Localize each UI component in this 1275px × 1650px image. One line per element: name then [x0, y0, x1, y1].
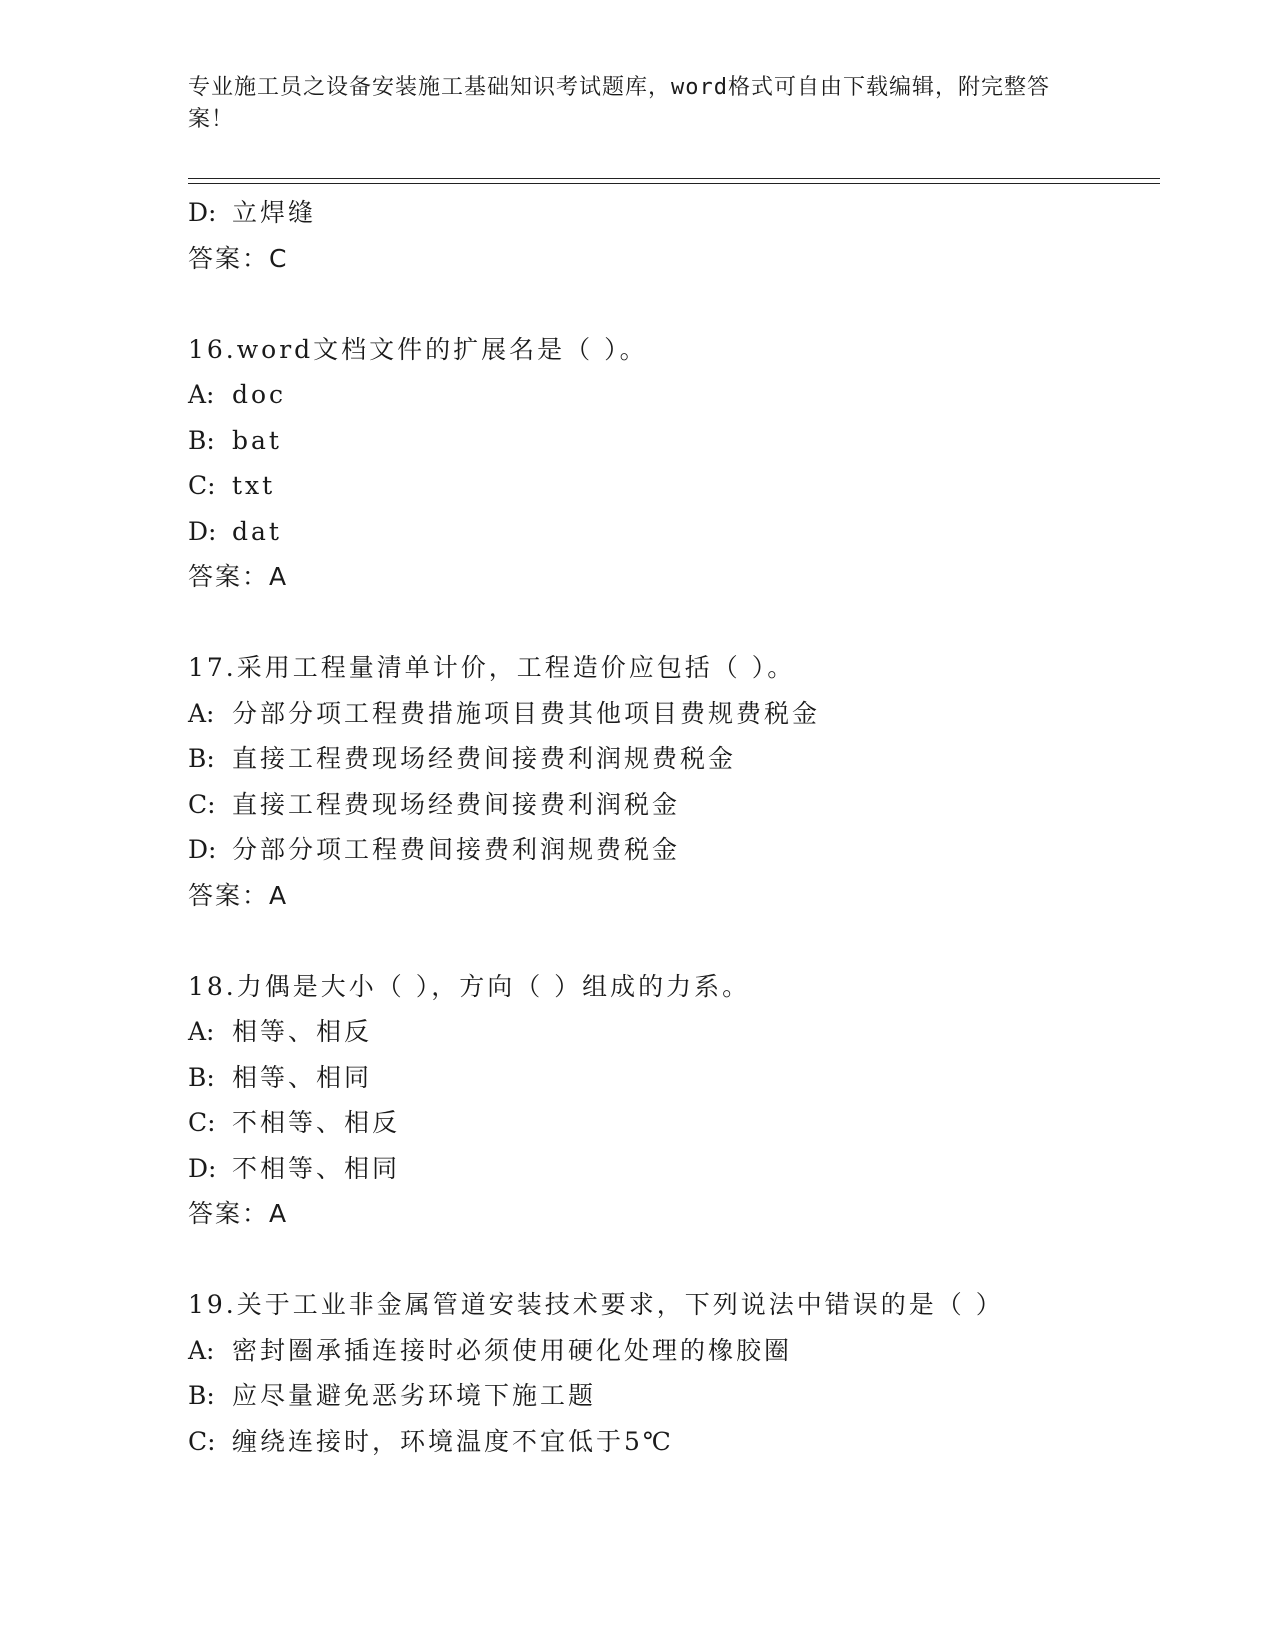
option-d: [188, 509, 1158, 555]
question-text: 18.力偶是大小（ ），方向（ ）组成的力系。: [188, 971, 751, 1001]
option-label: D:: [188, 835, 217, 864]
option-text: 直接工程费现场经费间接费利润规费税金: [232, 744, 737, 773]
option-label: C:: [188, 471, 216, 500]
header-rule-top: [188, 178, 1160, 179]
option-text: 分部分项工程费措施项目费其他项目费规费税金: [232, 698, 821, 728]
document-header: 专业施工员之设备安装施工基础知识考试题库，word格式可自由下载编辑，附完整答案！: [188, 75, 1050, 132]
option-text: txt: [232, 471, 276, 500]
option-label: A:: [188, 1017, 215, 1046]
question-text: 16.word文档文件的扩展名是（ ）。: [188, 334, 648, 364]
option-label: A:: [188, 698, 215, 728]
option-label: A:: [188, 1335, 215, 1365]
spacer: [188, 918, 1158, 964]
option-b: [188, 1373, 1158, 1419]
option-text: 相等、相同: [232, 1062, 373, 1092]
answer-line: 答案：A: [188, 1199, 289, 1228]
question-list: [188, 190, 1158, 1464]
option-c: [188, 463, 1158, 509]
option-label: B:: [188, 744, 215, 773]
option-label: D:: [188, 198, 217, 227]
option-label: B:: [188, 1381, 215, 1410]
spacer: [188, 281, 1158, 327]
option-d: [188, 190, 1158, 236]
option-a: [188, 372, 1158, 418]
question-text: 17.采用工程量清单计价，工程造价应包括（ ）。: [188, 653, 796, 682]
option-text: dat: [232, 516, 282, 546]
option-d: [188, 1146, 1158, 1192]
option-c: [188, 782, 1158, 828]
option-a: [188, 1009, 1158, 1055]
option-text: bat: [232, 425, 282, 455]
option-text: 不相等、相反: [232, 1108, 401, 1137]
option-label: D:: [188, 516, 217, 546]
option-label: C:: [188, 1426, 216, 1456]
option-label: C:: [188, 1108, 216, 1137]
option-text: doc: [232, 380, 287, 409]
option-label: B:: [188, 425, 215, 455]
option-c: [188, 1100, 1158, 1146]
option-label: B:: [188, 1062, 215, 1092]
answer-line: 答案：C: [188, 243, 289, 273]
option-label: A:: [188, 380, 215, 409]
option-text: 应尽量避免恶劣环境下施工题: [232, 1381, 597, 1410]
option-text: 分部分项工程费间接费利润规费税金: [232, 835, 681, 864]
option-a: [188, 691, 1158, 737]
option-text: 相等、相反: [232, 1017, 373, 1046]
option-c: [188, 1419, 1158, 1465]
answer-line: 答案：A: [188, 562, 289, 591]
option-text: 直接工程费现场经费间接费利润税金: [232, 789, 681, 819]
option-text: 不相等、相同: [232, 1153, 401, 1183]
option-text: 缠绕连接时，环境温度不宜低于5℃: [232, 1426, 674, 1456]
spacer: [188, 600, 1158, 646]
option-text: 密封圈承插连接时必须使用硬化处理的橡胶圈: [232, 1335, 793, 1365]
answer-line: 答案：A: [188, 880, 289, 910]
option-b: [188, 736, 1158, 782]
option-label: C:: [188, 789, 216, 819]
option-a: [188, 1328, 1158, 1374]
option-text: 立焊缝: [232, 198, 317, 227]
option-d: [188, 827, 1158, 873]
question-text: 19.关于工业非金属管道安装技术要求，下列说法中错误的是（ ）: [188, 1290, 1004, 1319]
option-label: D:: [188, 1153, 217, 1183]
spacer: [188, 1237, 1158, 1283]
option-b: [188, 1055, 1158, 1101]
header-rule-bottom: [188, 183, 1160, 184]
option-b: [188, 418, 1158, 464]
